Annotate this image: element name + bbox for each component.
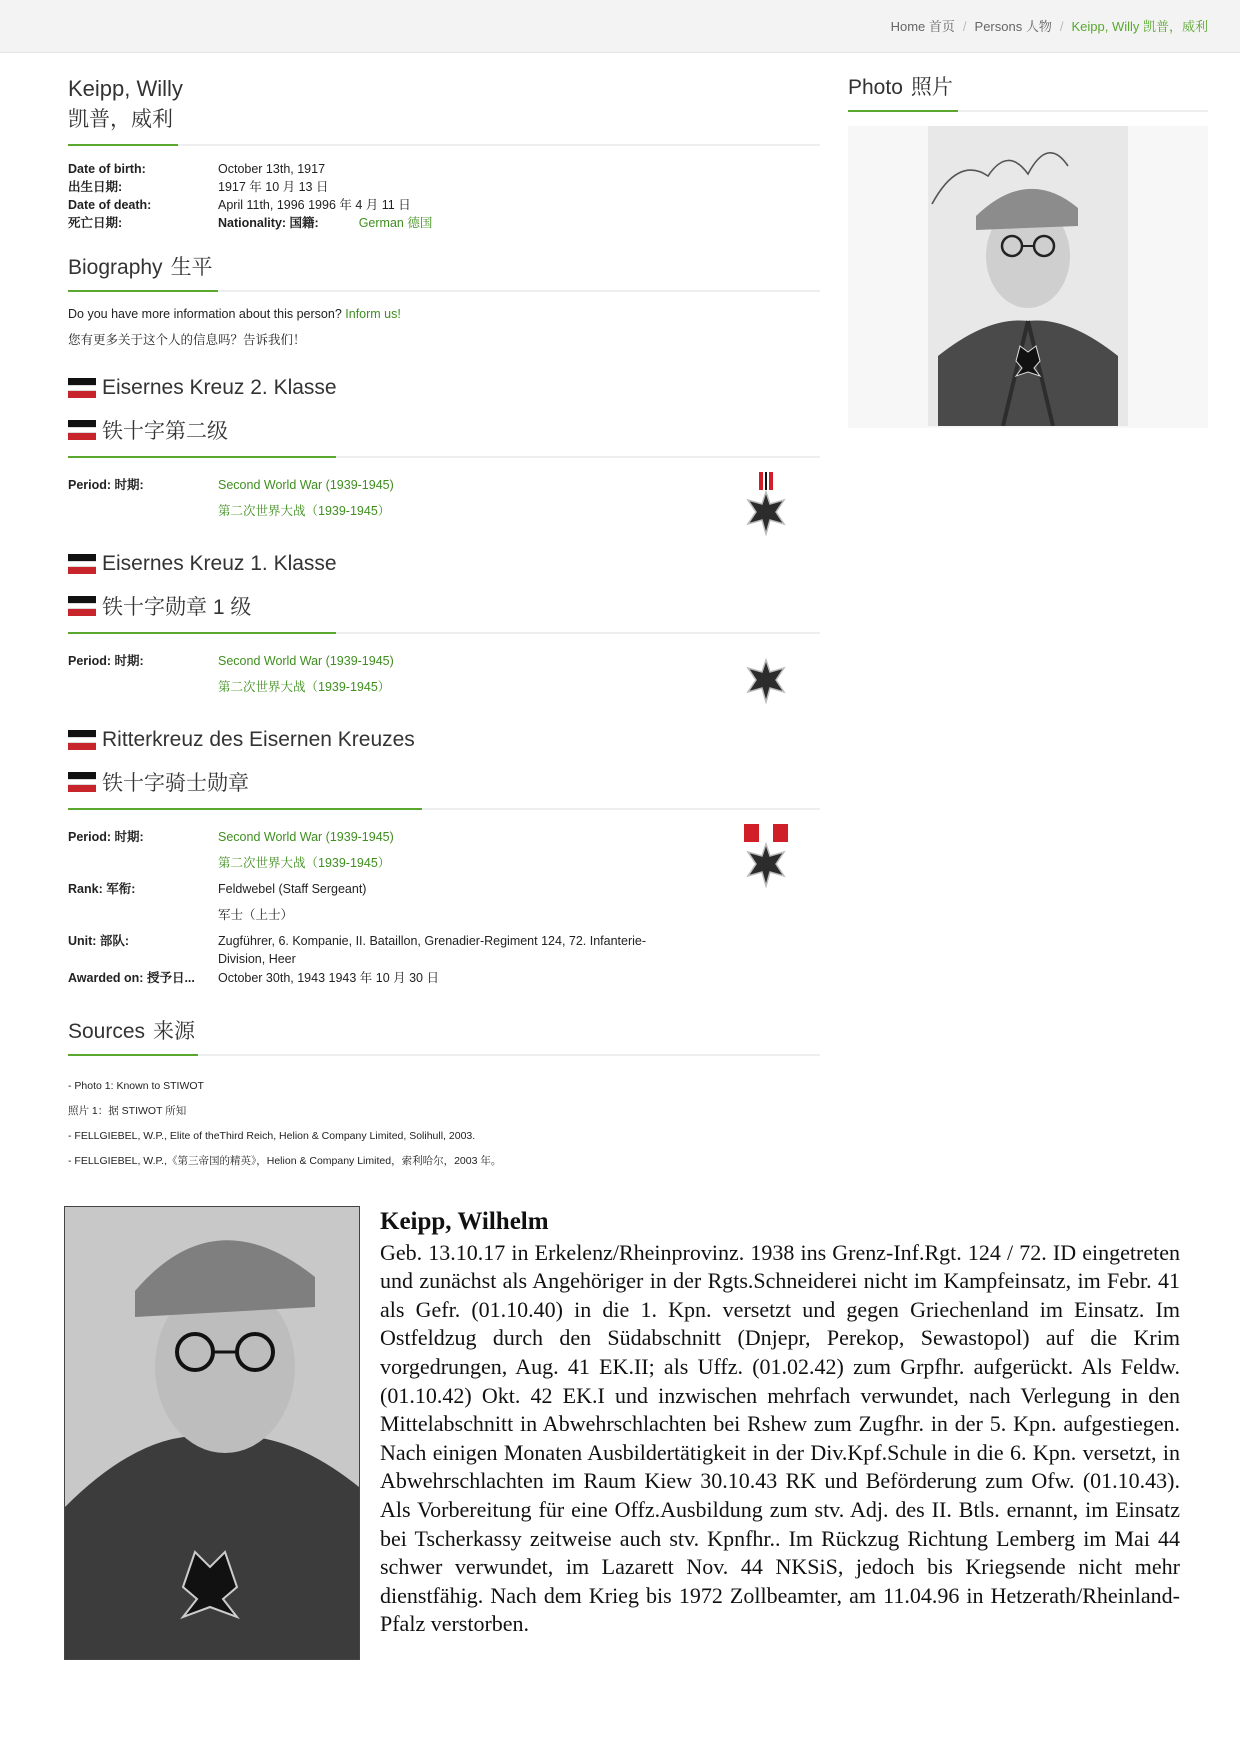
fact-row bbox=[68, 214, 820, 232]
photo-heading: Photo 照片 bbox=[848, 76, 953, 99]
award-section bbox=[68, 370, 820, 524]
biography-card-text bbox=[380, 1208, 1180, 1639]
award-row: Unit: 部队: Zugführer, 6. Kompanie, II. Bataillon, Grenadier-Regiment 124, 72. Infanterie-Division, Heer bbox=[68, 934, 647, 966]
award-details bbox=[68, 472, 820, 524]
imperial-flag-icon bbox=[68, 420, 96, 440]
imperial-flag-icon bbox=[68, 596, 96, 616]
imperial-flag-icon bbox=[68, 730, 96, 750]
breadcrumb-persons-link[interactable]: Persons 人物 bbox=[974, 19, 1052, 34]
fact-row bbox=[68, 196, 820, 214]
imperial-flag-icon bbox=[68, 554, 96, 574]
biography-card bbox=[64, 1206, 1184, 1666]
divider bbox=[68, 144, 820, 146]
photo-sidebar bbox=[848, 74, 1208, 428]
fact-label: Date of birth: bbox=[68, 162, 146, 176]
award-row: Rank: 军衔: Feldwebel (Staff Sergeant) bbox=[68, 882, 367, 896]
award-details bbox=[68, 824, 820, 988]
divider bbox=[68, 456, 820, 458]
divider bbox=[848, 110, 1208, 112]
divider bbox=[68, 808, 820, 810]
award-row: Period: 时期: Second World War (1939-1945) bbox=[68, 478, 394, 492]
breadcrumb-home-link[interactable]: Home 首页 bbox=[890, 19, 955, 34]
divider bbox=[68, 290, 820, 292]
award-row: Awarded on: 授予日... October 30th, 1943 1943 年 10 月 30 日 bbox=[68, 971, 439, 985]
award-title-zh: 铁十字骑士勋章 bbox=[68, 764, 820, 800]
source-item: - Photo 1: Known to STIWOT bbox=[68, 1080, 204, 1092]
source-item: 照片 1：据 STIWOT 所知 bbox=[68, 1105, 187, 1117]
iron-cross-2nd-class-icon bbox=[742, 472, 790, 536]
fact-value: April 11th, 1996 1996 年 4 月 11 日 bbox=[218, 198, 411, 212]
knights-cross-icon bbox=[742, 824, 790, 888]
sources-list bbox=[68, 1074, 820, 1174]
source-item: - FELLGIEBEL, W.P.,《第三帝国的精英》，Helion & Company Limited，索利哈尔，2003 年。 bbox=[68, 1155, 502, 1167]
imperial-flag-icon bbox=[68, 772, 96, 792]
imperial-flag-icon bbox=[68, 378, 96, 398]
fact-label: 死亡日期: bbox=[68, 216, 123, 230]
source-item: - FELLGIEBEL, W.P., Elite of theThird Reich, Helion & Company Limited, Solihull, 2003. bbox=[68, 1130, 476, 1142]
award-row: Period: 时期: Second World War (1939-1945) bbox=[68, 830, 394, 844]
award-row: 第二次世界大战（1939-1945） bbox=[218, 504, 391, 518]
breadcrumb-separator: / bbox=[962, 19, 967, 34]
sources-heading: Sources 来源 bbox=[68, 1020, 196, 1043]
biography-prompt-zh: 您有更多关于这个人的信息吗？告诉我们！ bbox=[68, 333, 306, 347]
person-name-en: Keipp, Willy bbox=[68, 76, 183, 101]
biography-heading: Biography 生平 bbox=[68, 256, 213, 279]
biography-card-heading: Keipp, Wilhelm bbox=[380, 1208, 549, 1235]
award-title-zh: 铁十字第二级 bbox=[68, 412, 820, 448]
portrait-photo[interactable] bbox=[928, 126, 1128, 426]
biography-prompt-en: Do you have more information about this person? Inform us! bbox=[68, 307, 401, 321]
fact-label: 出生日期: bbox=[68, 180, 123, 194]
nationality-label: Nationality: 国籍: bbox=[218, 216, 319, 230]
award-section bbox=[68, 546, 820, 700]
top-bar bbox=[0, 0, 1240, 53]
award-title-en: Eisernes Kreuz 2. Klasse bbox=[68, 370, 820, 406]
award-row: Period: 时期: Second World War (1939-1945) bbox=[68, 654, 394, 668]
fact-label: Date of death: bbox=[68, 198, 152, 212]
divider bbox=[68, 632, 820, 634]
award-title-zh: 铁十字勋章 1 级 bbox=[68, 588, 820, 624]
nationality-value: German 德国 bbox=[358, 216, 433, 230]
iron-cross-1st-class-icon bbox=[742, 648, 790, 712]
award-section bbox=[68, 722, 820, 988]
award-row: 第二次世界大战（1939-1945） bbox=[218, 680, 391, 694]
breadcrumb-current: Keipp, Willy 凯普，威利 bbox=[1071, 19, 1208, 34]
award-details bbox=[68, 648, 820, 700]
person-name-zh: 凯普，威利 bbox=[68, 108, 173, 131]
fact-value: 1917 年 10 月 13 日 bbox=[218, 180, 329, 194]
fact-row bbox=[68, 178, 820, 196]
divider bbox=[68, 1054, 820, 1056]
breadcrumb-separator: / bbox=[1059, 19, 1064, 34]
person-facts bbox=[68, 160, 820, 232]
fact-value: October 13th, 1917 bbox=[218, 162, 326, 176]
fact-row bbox=[68, 160, 820, 178]
biography-card-photo bbox=[64, 1206, 360, 1660]
breadcrumb bbox=[891, 16, 1208, 35]
inform-us-link[interactable]: Inform us! bbox=[345, 307, 401, 321]
award-title-en: Ritterkreuz des Eisernen Kreuzes bbox=[68, 722, 820, 758]
main-column bbox=[68, 74, 820, 1174]
biography-card-body: Geb. 13.10.17 in Erkelenz/Rheinprovinz. 1938 ins Grenz-Inf.Rgt. 124 / 72. ID eingetreten und zunächst als Angehöriger in der Rgts.Schneiderei nicht im Kampfeinsatz, im Febr. 41 als Gefr. (01.10.40) in die 1. Kpn. versetzt und gegen Griechenland im Einsatz. Im Ostfeldzug durch den Südabschnitt (Dnjepr, Perekop, Sewastopol) auf die Krim vorgedrungen, Aug. 41 EK.II; als Uffz. (01.02.42) zum Grpfhr. aufgerückt. Als Feldw. (01.10.42) Okt. 42 EK.I und inzwischen mehrfach verwundet, nach Verlegung in den Mittelabschnitt in Abwehrschlachten bei Rshew zum Zugfhr. in der 5. Kpn. aufgestiegen. Nach einigen Monaten Ausbildertätigkeit in der Div.Kpf.Schule in die 6. Kpn. versetzt, in Abwehrschlachten im Raum Kiew 30.10.43 RK und Beförderung zum Ofw. (01.10.43). Als Vorbereitung für eine Offz.Ausbildung zum stv. Adj. des II. Btls. ernannt, im Einsatz bei Tscherkassy zeitweise auch stv. Kpnfhr.. Im Rückzug Richtung Lemberg im Mai 44 schwer verwundet, im Lazarett Nov. 44 NKSiS, jedoch bis Kriegsende nicht mehr dienstfähig. Nach dem Krieg bis 1972 Zollbeamter, am 11.04.96 in Hetzerath/Rheinland-Pfalz verstorben. bbox=[380, 1239, 1180, 1637]
award-title-en: Eisernes Kreuz 1. Klasse bbox=[68, 546, 820, 582]
award-row: 第二次世界大战（1939-1945） bbox=[218, 856, 391, 870]
photo-frame bbox=[848, 126, 1208, 428]
award-row: 军士（上士） bbox=[218, 908, 294, 922]
